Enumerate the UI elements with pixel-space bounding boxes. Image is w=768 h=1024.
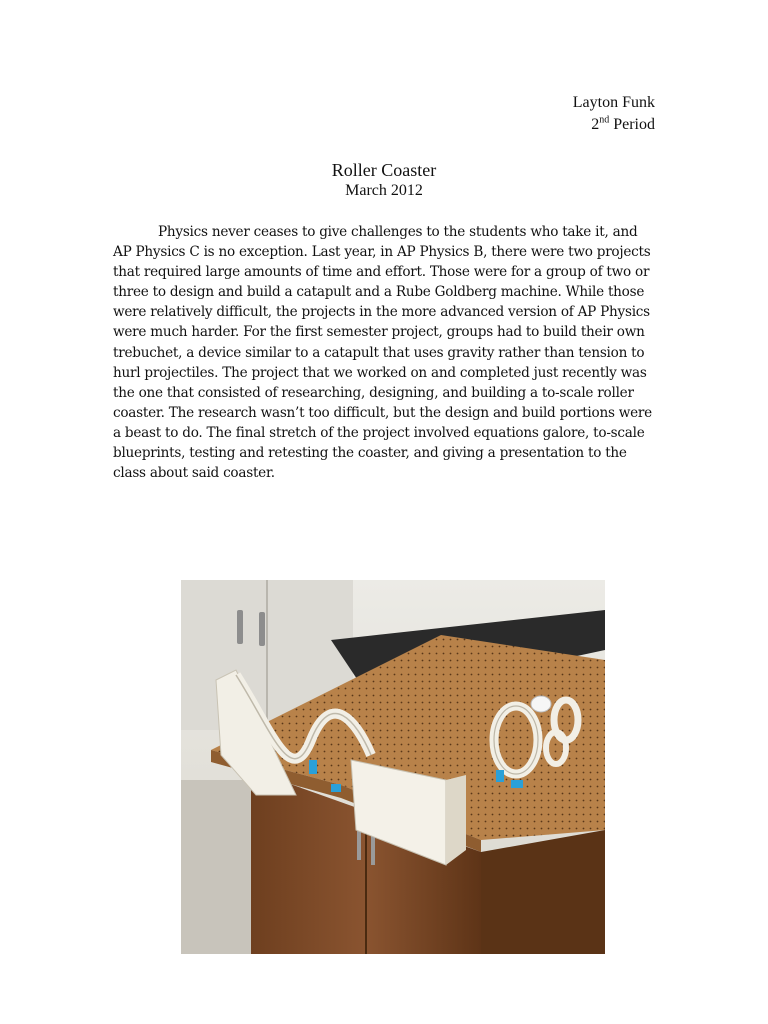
class-period — [573, 114, 655, 136]
period-suffix: nd — [599, 114, 610, 126]
period-label: Period — [613, 116, 655, 133]
document-date: March 2012 — [345, 182, 423, 199]
author-name: Layton Funk — [572, 94, 655, 111]
author-header — [573, 92, 655, 136]
document-title: Roller Coaster — [331, 160, 437, 180]
roller-coaster-photo — [181, 580, 605, 954]
period-number: 2 — [591, 116, 600, 133]
body-paragraph: Physics never ceases to give challenges to the students who take it, and AP Physics C is no exception. Last year, in AP Physics B, there were two projects that required large amounts of time and effort. Those were for a group of two or three to design and build a catapult and a Rube Goldberg machine. While those were relatively difficult, the projects in the more advanced version of AP Physics were much harder. For the first semester project, groups had to build their own trebuchet, a device similar to a catapult that uses gravity rather than tension to hurl projectiles. The project that we worked on and completed just recently was the one that consisted of researching, designing, and building a to-scale roller coaster. The research wasn’t too difficult, but the design and build portions were a beast to do. The final stretch of the project involved equations galore, to-scale blueprints, testing and retesting the coaster, and giving a presentation to the class about said coaster. — [113, 224, 652, 482]
title-block — [0, 159, 768, 201]
